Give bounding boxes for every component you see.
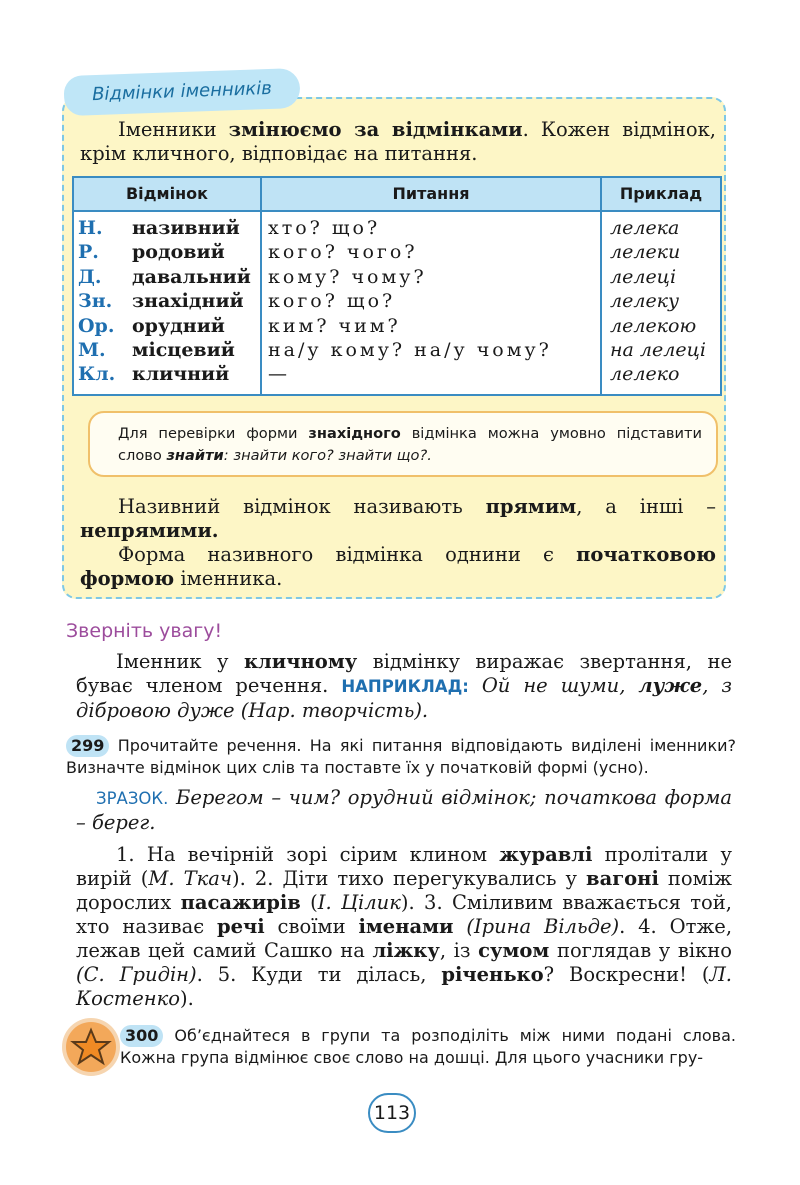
exercise-sentences xyxy=(76,843,732,1011)
note-box xyxy=(88,411,718,477)
exercise-text: Прочитайте речення. На які питання відповідають виділені іменники? Визначте відмінок цих слів та поставте їх у початковій формі (усно). xyxy=(66,736,736,777)
highlighted-noun: речі xyxy=(216,915,265,938)
highlighted-noun: іменами xyxy=(358,915,454,938)
case-question: хто? що? xyxy=(268,217,381,239)
case-name: орудний xyxy=(132,314,225,337)
table-row xyxy=(78,216,718,240)
attention-part: відмінку виражає звертання, не буває членом речення. xyxy=(76,650,732,697)
highlighted-noun: пасажирів xyxy=(180,891,301,914)
sentence-text: ). xyxy=(180,987,194,1010)
attention-text xyxy=(76,650,732,723)
sentence-text: . 4. Отже, лежав цей самий Сашко на xyxy=(76,915,733,962)
case-name: родовий xyxy=(132,241,225,264)
p2-text: Називний відмінок називають xyxy=(118,495,486,518)
sentence-text: 1. На вечірній зорі сірим клином xyxy=(116,843,500,866)
sentence-text: своїми xyxy=(264,915,359,938)
p2-bold: непрямими. xyxy=(80,519,219,542)
exercise-299 xyxy=(66,735,736,779)
author: Л. Костенко xyxy=(76,963,732,1010)
highlighted-noun: сумом xyxy=(478,939,550,962)
case-name: місцевий xyxy=(132,339,235,361)
case-name: давальний xyxy=(132,265,251,288)
sentence-text: . 5. Куди ти ділась, xyxy=(196,963,442,986)
note-bold-italic: знайти xyxy=(166,447,224,464)
case-name: кличний xyxy=(132,363,230,386)
exercise-number: 299 xyxy=(66,735,109,757)
table-row xyxy=(78,314,718,338)
author: І. Цілик xyxy=(317,891,401,914)
sentence-text: поглядав у вікно xyxy=(549,939,732,962)
page-number: 113 xyxy=(368,1093,416,1133)
sentence-text: пролітали у вирій ( xyxy=(76,843,732,890)
rule-intro-text: Іменники xyxy=(118,118,229,141)
case-name: називний xyxy=(132,217,240,239)
sentence-text: ). 3. Сміливим вважається той, хто називає xyxy=(76,891,732,938)
case-question: кого? що? xyxy=(268,290,396,313)
sample-text: Берегом – чим? орудний відмінок; початкова форма – берег. xyxy=(76,786,732,834)
author: (Ірина Вільде) xyxy=(453,915,620,938)
table-row xyxy=(78,265,718,289)
table-row xyxy=(78,362,718,386)
case-abbr: М. xyxy=(78,339,106,361)
case-example: лелеку xyxy=(610,290,680,313)
exercise-text: Об’єднайтеся в групи та розподіліть між ними подані слова. Кожна група відмінює своє слово на дошці. Для цього учасники гру- xyxy=(120,1026,736,1067)
rule-paragraph-direct xyxy=(80,495,716,543)
case-abbr: Н. xyxy=(78,217,103,239)
rule-paragraph-initial-form xyxy=(80,543,716,591)
p2-text: , а інші – xyxy=(576,495,716,518)
rule-intro xyxy=(80,118,716,166)
header-example: Приклад xyxy=(619,184,703,203)
attention-heading: Зверніть увагу! xyxy=(66,620,223,642)
example-text: Ой не шуми, xyxy=(468,674,639,697)
example-bold: луже xyxy=(638,674,703,697)
case-example: лелеки xyxy=(610,241,681,264)
header-question: Питання xyxy=(392,184,470,203)
case-abbr: Кл. xyxy=(78,363,116,386)
author: М. Ткач xyxy=(148,867,232,890)
table-row xyxy=(78,338,718,362)
case-table xyxy=(72,176,722,396)
sentence-text: ). 2. Діти тихо перегукувались у xyxy=(231,867,587,890)
example-text: , з дібровою дуже (Нар. творчість). xyxy=(76,674,732,722)
example-label: НАПРИКЛАД: xyxy=(341,677,469,696)
case-abbr: Д. xyxy=(78,265,102,288)
case-example: лелекою xyxy=(610,314,697,337)
case-example: лелеці xyxy=(610,265,677,288)
highlighted-noun: вагоні xyxy=(586,867,659,890)
case-abbr: Ор. xyxy=(78,314,115,337)
note-italic: : знайти кого? знайти що?. xyxy=(223,447,432,464)
sentence-text: ? Воскресни! ( xyxy=(543,963,710,986)
case-abbr: Р. xyxy=(78,241,99,264)
attention-part: Іменник у xyxy=(116,650,244,673)
case-name: знахідний xyxy=(132,290,244,313)
case-example: лелеко xyxy=(610,363,680,386)
case-abbr: Зн. xyxy=(78,290,113,313)
p2-bold: прямим xyxy=(485,495,577,518)
author: (С. Гридін) xyxy=(76,963,197,986)
note-text: відмінка можна умовно підставити слово xyxy=(118,425,702,464)
p3-text: іменника. xyxy=(174,567,283,590)
exercise-number: 300 xyxy=(120,1025,163,1047)
p3-text: Форма називного відмінка однини є xyxy=(118,543,577,566)
case-example: лелека xyxy=(610,217,680,239)
sentence-text: поміж дорослих xyxy=(76,867,732,914)
case-question: кому? чому? xyxy=(268,265,427,288)
table-row xyxy=(78,240,718,264)
attention-bold: кличному xyxy=(243,650,358,673)
case-question: ким? чим? xyxy=(268,314,401,337)
highlighted-noun: журавлі xyxy=(499,843,593,866)
table-row xyxy=(78,289,718,313)
case-question: кого? чого? xyxy=(268,241,418,264)
case-question: на/у кому? на/у чому? xyxy=(268,339,552,361)
highlighted-noun: річенько xyxy=(441,963,544,986)
sentence-text: ( xyxy=(300,891,318,914)
exercise-300 xyxy=(120,1025,736,1069)
p3-bold: початковою формою xyxy=(80,543,716,590)
rule-intro-text-end: . Кожен відмінок, крім кличного, відповідає на питання. xyxy=(80,118,716,165)
note-text: Для перевірки форми xyxy=(118,425,309,442)
sample xyxy=(76,786,732,835)
note-bold: знахідного xyxy=(308,425,401,442)
sample-label: ЗРАЗОК. xyxy=(96,789,169,808)
case-question: — xyxy=(268,363,290,386)
rule-intro-bold: змінюємо за відмінками xyxy=(228,118,523,141)
header-case: Відмінок xyxy=(125,184,209,203)
star-icon xyxy=(66,1022,116,1072)
case-example: на лелеці xyxy=(610,339,706,361)
section-label: Відмінки іменників xyxy=(63,68,300,116)
sentence-text: , із xyxy=(439,939,479,962)
highlighted-noun: ліжку xyxy=(372,939,440,962)
